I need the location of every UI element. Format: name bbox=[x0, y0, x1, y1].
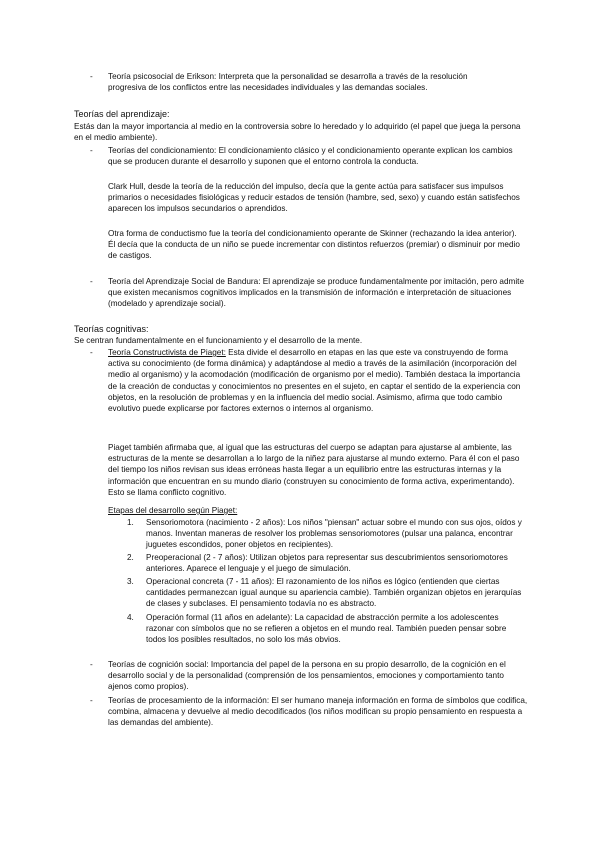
etapa-item: Sensoriomotora (nacimiento - 2 años): Los niños "piensan" actuar sobre el mundo con sus ojos, oídos y manos. Inventan maneras de resolver los problemas sensoriomotores (pulsar una palanca, encontrar juguetes escondidos, poner objetos en recipientes). bbox=[146, 518, 522, 550]
bullet-dash: - bbox=[90, 72, 93, 81]
cognicion-social-paragraph: Teorías de cognición social: Importancia del papel de la persona en su propio desarrollo, de la cognición en el desarrollo social y de la personalidad (comprensión de los pensamientos, emociones y comportamiento tanto ajenos como propios). bbox=[108, 660, 506, 692]
etapa-number: 2. bbox=[127, 553, 134, 562]
hull-paragraph: Clark Hull, desde la teoría de la reducción del impulso, decía que la gente actúa para satisfacer sus impulsos primarios o necesidades fisiológicas y reducir estados de tensión (hambre, sed, sexo) y cuando están satisfechos aparecen los impulsos secundarios o aprendidos. bbox=[108, 182, 520, 214]
etapa-item: Operación formal (11 años en adelante): La capacidad de abstracción permite a los adolescentes razonar con símbolos que no se refieren a objetos en el mundo real. También pueden pensar sobre todos los posibles resultados, no solo los más obvios. bbox=[146, 613, 507, 645]
condicionamiento-paragraph: Teorías del condicionamiento: El condicionamiento clásico y el condicionamiento operante explican los cambios que se producen durante el desarrollo y suponen que el entorno controla la conducta. bbox=[108, 146, 513, 167]
procesamiento-paragraph: Teorías de procesamiento de la información: El ser humano maneja información en forma de símbolos que codifica, combina, almacena y devuelve al medio decodificados (los niños modifican su propio pensamiento en respuesta a las demandas del ambiente). bbox=[108, 696, 528, 728]
bullet-dash: - bbox=[90, 277, 93, 286]
bullet-dash: - bbox=[90, 348, 93, 357]
skinner-paragraph: Otra forma de conductismo fue la teoría del condicionamiento operante de Skinner (rechazando la idea anterior). Él decía que la conducta de un niño se puede incrementar con distintos refuerzos (premiar) o disminuir por medio de castigos. bbox=[108, 229, 520, 261]
bullet-dash: - bbox=[90, 660, 93, 669]
etapa-number: 3. bbox=[127, 577, 134, 586]
etapa-item: Operacional concreta (7 - 11 años): El razonamiento de los niños es lógico (entienden que ciertas cantidades permanezcan igual aunque su apariencia cambie). También organizan objetos en jerarquías de clases y subclases. El pensamiento todavía no es abstracto. bbox=[146, 577, 522, 609]
aprendizaje-heading: Teorías del aprendizaje: bbox=[74, 109, 170, 119]
cognitivas-intro: Se centran fundamentalmente en el funcionamiento y el desarrollo de la mente. bbox=[74, 336, 363, 345]
bullet-dash: - bbox=[90, 696, 93, 705]
cognitivas-heading: Teorías cognitivas: bbox=[74, 324, 149, 334]
aprendizaje-intro: Estás dan la mayor importancia al medio en la controversia sobre lo heredado y lo adquirido (el papel que juega la persona en el medio ambiente). bbox=[74, 122, 521, 143]
etapas-title: Etapas del desarrollo según Piaget: bbox=[108, 506, 238, 515]
etapa-number: 1. bbox=[127, 518, 134, 527]
bullet-dash: - bbox=[90, 146, 93, 155]
erikson-paragraph: Teoría psicosocial de Erikson: Interpreta que la personalidad se desarrolla a través de la resolución progresiva de los conflictos entre las necesidades individuales y las demandas sociales. bbox=[108, 72, 468, 93]
piaget-paragraph-2: Piaget también afirmaba que, al igual que las estructuras del cuerpo se adaptan para ajustarse al ambiente, las estructuras de la mente se desarrollan a lo largo de la niñez para ajustarse al mundo externo. Para él con el paso del tiempo los niños revisan sus ideas erróneas hasta llegar a un equilibrio entre las estructuras internas y la información que encuentran en su mundo diario (construyen su conocimiento de forma activa, experimentando). Esto se llama conflicto cognitivo. bbox=[108, 443, 520, 497]
etapa-number: 4. bbox=[127, 613, 134, 622]
etapa-item: Preoperacional (2 - 7 años): Utilizan objetos para representar sus descubrimientos sensoriomotores anteriores. Aparece el lenguaje y el juego de simulación. bbox=[146, 553, 508, 574]
piaget-title: Teoría Constructivista de Piaget: bbox=[108, 348, 226, 357]
piaget-text: Esta divide el desarrollo en etapas en las que este va construyendo de forma activa su conocimiento (de forma dinámica) y adaptándose al medio a través de la asimilación (incorporación del medio al organismo) y la acomodación (modificación de organismo por el medio). También destaca la importancia de la creación de conductas y conocimientos no presentes en el sujeto, en captar el sentido de la experiencia con objetos, en la resolución de problemas y en la influencia del medio social. Asimismo, afirma que todo cambio evolutivo puede explicarse por factores externos o internos al organismo. bbox=[108, 348, 521, 414]
piaget-paragraph bbox=[108, 347, 530, 414]
bandura-paragraph: Teoría del Aprendizaje Social de Bandura: El aprendizaje se produce fundamentalmente por imitación, pero admite que existen mecanismos cognitivos implicados en la transmisión de información e interpretación de situaciones (modelado y aprendizaje social). bbox=[108, 277, 524, 309]
